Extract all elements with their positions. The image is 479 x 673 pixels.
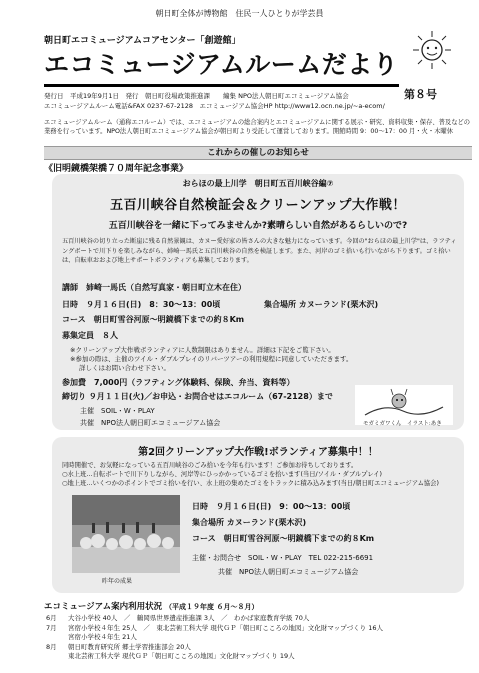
event1-lecturer: 講師 姉崎一馬氏（自然写真家・朝日町立木在住） [62, 283, 246, 292]
sun-logo-icon [410, 28, 454, 72]
usage-detail: 朝日町教育研究所 郷土学習推進部会 20人 [68, 642, 191, 651]
event1-datetime: 日時 ９月１６日(日) 8：30～13：00頃 [62, 300, 221, 309]
event2-meeting-place: 集合場所 カヌーランド(栗木沢) [192, 518, 307, 527]
event1-description: 五百川峡谷の切り立った断崖に残る自然景観は、カヌー愛好家の皆さんの大きな魅力になっています。今回の"おらほの最上川学"は、ラフティングボートで川下りを楽しみながら、姉崎一馬氏と五百川峡谷の自然を検証します。また、河岸のゴミ拾いも行いながら下ります。ゴミ拾いは、自転車おおよび地上サポートボランティアも募集しております。 [62, 238, 457, 264]
event1-cosponsor: 共催 NPO法人朝日町エコミュージアム協会 [80, 419, 221, 427]
intro-paragraph: エコミュージアムルーム（通称エコルーム）では、エコミュージアムの総合案内とエコミュージアムに関する展示・研究、資料収集・保存、普及などの業務を行っています。NPO法人朝日町エコミュージアム協会が朝日町より受託して運営しております。開館時間 9：00～17：00 月・火・木曜休 [44, 119, 471, 135]
usage-month: 7月 [46, 623, 57, 632]
photo-caption: 昨年の成果 [102, 578, 133, 585]
usage-row [46, 624, 383, 634]
event1-subtitle: 五百川峡谷を一緒に下ってみませんか?素晴らしい自然があるらしいので? [108, 221, 408, 231]
usage-detail: 宮宿小学校４年生 21人 [68, 633, 137, 641]
event1-note: ※参加の際は、主催のツイル・ダブルプレイのリバーツアーの利用規程に同意していただきます。 [70, 355, 353, 363]
masthead-slogan: 朝日町全体が博物館 住民一人ひとりが学芸員 [155, 9, 324, 18]
event1-pretitle: おらほの最上川学 朝日町五百川峡谷編⑦ [182, 179, 334, 188]
event2-datetime: 日時 ９月１６日(日) 9：00～13：00頃 [192, 502, 351, 511]
publication-info: 発行日 平成19年9月1日 発行 朝日町役場政策推進課 編集 NPO法人朝日町エコミュージアム協会 [44, 92, 349, 100]
contact-info: エコミュージアムルーム電話&FAX 0237-67-2128 エコミュージアム協会HP http://www12.ocn.ne.jp/~a-ecom/ [44, 102, 385, 110]
event1-meeting-place: 集合場所 カヌーランド(栗木沢) [264, 300, 379, 309]
usage-row [46, 614, 383, 624]
event-series-heading: 《旧明鏡橋架橋７０周年記念事業》 [44, 164, 189, 174]
usage-row [46, 643, 383, 653]
event2-box [52, 437, 464, 593]
event2-title: 第2回クリーンアップ大作戦!ボランティア募集中！！ [138, 447, 378, 458]
event2-description [62, 461, 457, 488]
event1-organizer: 主催 SOIL・W・PLAY [80, 407, 155, 415]
title-underline [44, 84, 399, 87]
usage-month: 6月 [46, 614, 57, 622]
center-name: 朝日町エコミュージアムコアセンター「創遊館」 [44, 36, 241, 46]
event1-note: 詳しくはお問い合わせ下さい。 [79, 364, 170, 372]
event1-note: ※クリーンアップ大作戦ボランティアに人数制限はありません。詳細は下記をご覧下さい。 [70, 346, 335, 354]
event1-title: 五百川峡谷自然検証会＆クリーンアップ大作戦！ [110, 198, 406, 213]
illustration-caption: モガミガワくん イラスト:あき [363, 421, 442, 427]
event2-desc-line: ○地上班…いくつかのポイントでゴミ拾いを行い、水上班の集めたゴミをトラックに積み込みます(当日/朝日町エコミュージアム協会) [62, 480, 439, 487]
events-section-header: これからの催しのお知らせ [44, 146, 472, 160]
event1-fee: 参加費 7,000円（ラフティング体験料、保険、弁当、資料等） [62, 378, 295, 387]
usage-month: 8月 [46, 642, 57, 651]
event1-box [52, 174, 464, 430]
event1-deadline: 締切り ９月１１日(火)／お申込・お問合せはエコルーム（67-2128）まで [62, 392, 333, 401]
usage-list [46, 614, 383, 662]
event2-course: コース 朝日町雪谷河原～明鏡橋下までの約８Km [192, 534, 375, 543]
event2-desc-line: 同時開催で、お気軽になっている五百川峡谷のごみ拾いを今年も行います！ご参加お待ちしております。 [62, 462, 358, 469]
event2-cosponsor: 共催 NPO法人朝日町エコミュージアム協会 [218, 568, 359, 576]
usage-period: （平成１９年度 ６月～８月） [165, 603, 259, 611]
cleanup-photo [72, 495, 180, 573]
usage-row [46, 633, 383, 643]
usage-detail: 宮宿小学校４年生 25人 ／ 東北芸術工科大学 現代ＧＰ「朝日町こころの地図」文化財マップづくり 16人 [68, 623, 383, 632]
event2-contact: 主催・お問合せ SOIL・W・PLAY TEL 022-215-6691 [192, 554, 374, 562]
usage-detail: 大谷小学校 40人 ／ 鶴岡県世界遺産推進課 3人 ／ わかば家庭教育学級 70人 [68, 614, 310, 622]
usage-row [46, 652, 383, 662]
event1-course: コース 朝日町雪谷河原～明鏡橋下までの約８Km [62, 315, 245, 324]
usage-title-text: エコミュージアム案内利用状況 [44, 602, 163, 612]
usage-detail: 東北芸術工科大学 現代ＧＰ「朝日町こころの地図」文化財マップづくり 19人 [68, 652, 295, 660]
newsletter-title: エコミュージアムルームだより [44, 50, 399, 79]
usage-section-title [44, 600, 258, 612]
issue-number: 第８号 [404, 88, 437, 101]
event1-capacity: 募集定員 ８人 [62, 331, 118, 340]
event2-desc-line: ○水上班…自転ボートで川下りしながら、河岸等にひっかかっているゴミを拾います(当日/ソイル・ダブルプレイ) [62, 471, 382, 478]
